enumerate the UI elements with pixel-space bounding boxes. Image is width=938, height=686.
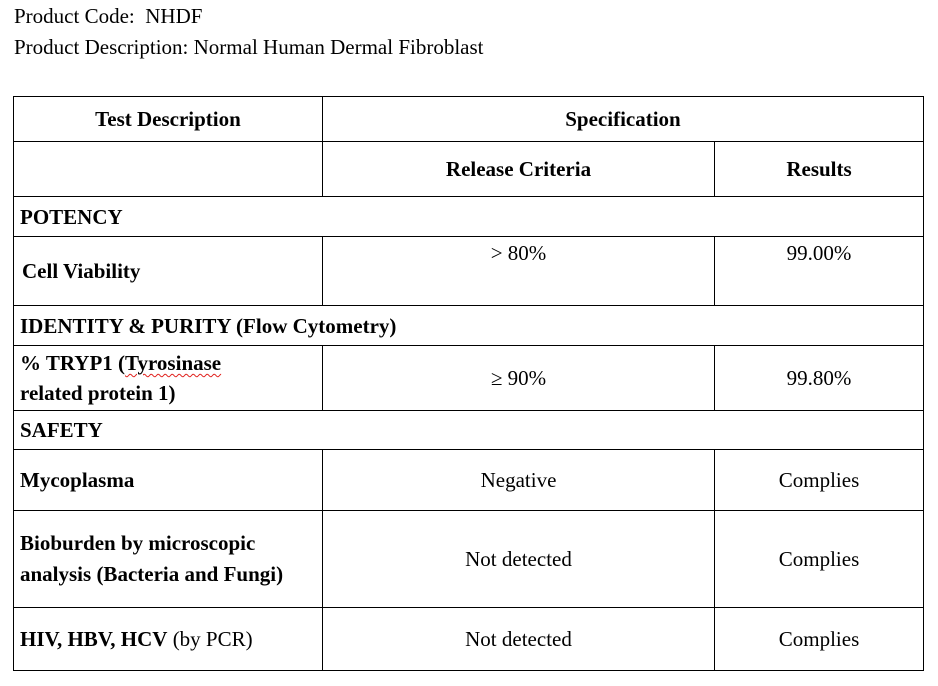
header-results: Results [715,142,924,197]
product-code-line [14,4,202,28]
test-cell-viability: Cell Viability [14,237,323,306]
table-subheader-row [14,142,924,197]
criteria-tryp1: ≥ 90% [323,346,715,411]
header-specification: Specification [323,97,924,142]
test-hiv-bold: HIV, HBV, HCV [20,627,168,651]
test-tryp1-suffix: related protein 1) [20,381,176,405]
section-row-safety [14,411,924,450]
spellcheck-word: Tyrosinase [125,351,222,375]
table-row [14,237,924,306]
result-cell-viability: 99.00% [715,237,924,306]
subheader-empty-cell [14,142,323,197]
product-description-label: Product Description: [14,35,189,59]
test-hiv-method: (by PCR) [167,627,253,651]
result-bioburden: Complies [715,511,924,608]
criteria-hiv: Not detected [323,608,715,671]
criteria-cell-viability: > 80% [323,237,715,306]
section-safety: SAFETY [14,411,924,450]
table-row [14,346,924,411]
test-bioburden: Bioburden by microscopic analysis (Bacteria and Fungi) [14,511,323,608]
product-description-line [14,35,484,59]
section-row-identity [14,306,924,346]
product-code-label: Product Code: [14,4,135,28]
section-row-potency [14,197,924,237]
header-test-description: Test Description [14,97,323,142]
table-row [14,608,924,671]
test-mycoplasma: Mycoplasma [14,450,323,511]
table-row [14,450,924,511]
result-hiv: Complies [715,608,924,671]
specification-table [13,96,924,671]
result-tryp1: 99.80% [715,346,924,411]
test-tryp1 [14,346,323,411]
section-potency: POTENCY [14,197,924,237]
section-identity-purity: IDENTITY & PURITY (Flow Cytometry) [14,306,924,346]
product-description-value: Normal Human Dermal Fibroblast [193,35,484,59]
header-release-criteria: Release Criteria [323,142,715,197]
table-row [14,511,924,608]
table-header-row [14,97,924,142]
result-mycoplasma: Complies [715,450,924,511]
criteria-bioburden: Not detected [323,511,715,608]
criteria-mycoplasma: Negative [323,450,715,511]
test-tryp1-prefix: % TRYP1 ( [20,351,126,375]
test-hiv-hbv-hcv [14,608,323,671]
product-code-value: NHDF [145,4,203,28]
